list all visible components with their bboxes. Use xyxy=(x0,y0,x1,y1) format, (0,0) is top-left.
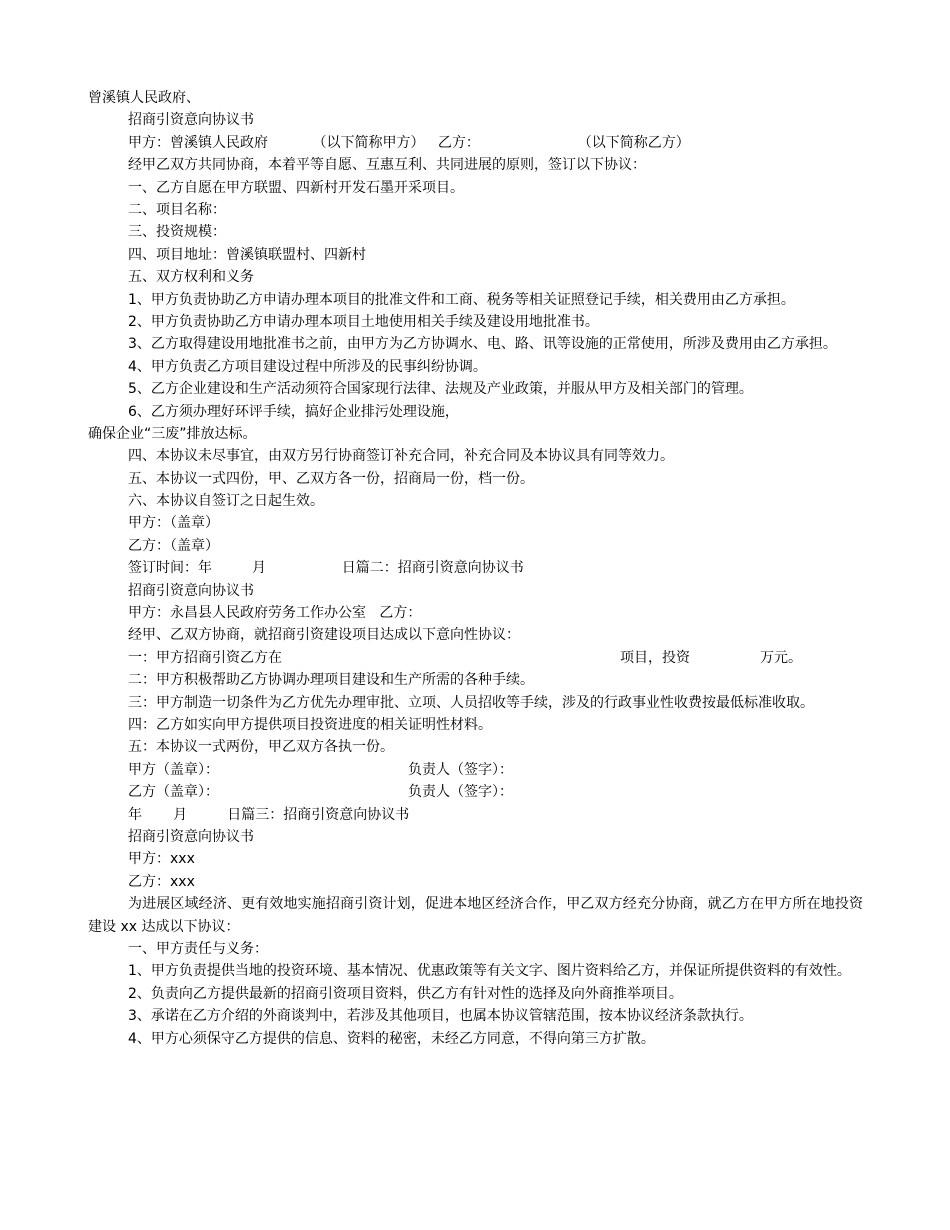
signing-date: 年 月 日篇三：招商引资意向协议书 xyxy=(128,806,410,823)
doc-title: 招商引资意向协议书 xyxy=(128,112,254,129)
doc-line: 乙方：xxx xyxy=(128,873,195,890)
investment-amount: 万元。 xyxy=(760,649,802,666)
doc-line: 4、甲方负责乙方项目建设过程中所涉及的民事纠纷协调。 xyxy=(128,358,487,375)
responsible-signature-label: 负责人（签字）： xyxy=(408,784,513,801)
doc-line: 确保企业“三废”排放达标。 xyxy=(88,425,257,442)
doc-line: 二：甲方积极帮助乙方协调办理项目建设和生产所需的各种手续。 xyxy=(128,672,534,689)
doc-line: 五、双方权利和义务 xyxy=(128,269,254,286)
doc-line: 5、乙方企业建设和生产活动须符合国家现行法律、法规及产业政策，并服从甲方及相关部门的管理。 xyxy=(128,381,753,398)
doc-line: 三、投资规模： xyxy=(128,224,226,241)
doc-line: 一、甲方责任与义务： xyxy=(128,940,268,957)
doc-line: 经甲乙双方共同协商，本着平等自愿、互惠互利、共同进展的原则，签订以下协议： xyxy=(128,157,646,174)
doc-line: 甲方：xxx xyxy=(128,851,195,868)
doc-paragraph-text: 3、乙方取得建设用地批准书之前，由甲方为乙方协调水、电、路、讯等设施的正常使用，所涉及费用由乙方承担。 xyxy=(128,336,837,353)
doc-line: 经甲、乙双方协商，就招商引资建设项目达成以下意向性协议： xyxy=(128,627,520,644)
party-a-seal: 甲方：（盖章） xyxy=(128,515,219,532)
doc-line: 2、负责向乙方提供最新的招商引资项目资料，供乙方有针对性的选择及向外商推举项目。 xyxy=(128,985,683,1002)
document-body xyxy=(88,87,863,1050)
doc-line: 四：乙方如实向甲方提供项目投资进度的相关证明性材料。 xyxy=(128,716,492,733)
doc-paragraph xyxy=(88,333,863,355)
doc-line: 二、项目名称： xyxy=(128,201,226,218)
doc-line: 四、本协议未尽事宜，由双方另行协商签订补充合同，补充合同及本协议具有同等效力。 xyxy=(128,448,674,465)
doc-line: 四、项目地址：曾溪镇联盟村、四新村 xyxy=(128,246,366,263)
doc-line: 6、乙方须办理好环评手续，搞好企业排污处理设施， xyxy=(128,403,459,420)
doc-paragraph xyxy=(88,289,863,311)
doc-line: 甲方：曾溪镇人民政府 （以下简称甲方） 乙方： （以下简称乙方） xyxy=(128,134,690,151)
doc-line: 2、甲方负责协助乙方申请办理本项目土地使用相关手续及建设用地批准书。 xyxy=(128,313,599,330)
doc-paragraph-text: 为进展区域经济、更有效地实施招商引资计划，促进本地区经济合作，甲乙双方经充分协商，就乙方在甲方所在地投资建设 xx 达成以下协议： xyxy=(88,896,863,935)
doc-line: 4、甲方心须保守乙方提供的信息、资料的秘密，未经乙方同意，不得向第三方扩散。 xyxy=(128,1030,655,1047)
doc-line: 甲方：永昌县人民政府劳务工作办公室 乙方： xyxy=(128,605,422,622)
party-a-seal-label: 甲方（盖章）： xyxy=(128,761,219,778)
doc-paragraph-text: 三：甲方制造一切条件为乙方优先办理审批、立项、人员招收等手续，涉及的行政事业性收费按最低标准收取。 xyxy=(128,694,814,711)
doc-title: 招商引资意向协议书 xyxy=(128,828,254,845)
signature-row-b xyxy=(88,781,863,803)
party-b-seal: 乙方：（盖章） xyxy=(128,537,219,554)
signing-date: 签订时间：年 月 日篇二：招商引资意向协议书 xyxy=(128,560,524,577)
doc-line: 五、本协议一式四份，甲、乙双方各一份，招商局一份，档一份。 xyxy=(128,470,534,487)
signature-row-a xyxy=(88,759,863,781)
investment-project: 项目，投资 xyxy=(620,649,690,666)
doc-title: 招商引资意向协议书 xyxy=(128,582,254,599)
investment-clause: 一：甲方招商引资乙方在 xyxy=(128,649,282,666)
doc-line-investment xyxy=(88,647,863,669)
doc-line: 一、乙方自愿在甲方联盟、四新村开发石墨开采项目。 xyxy=(128,179,464,196)
party-b-seal-label: 乙方（盖章）： xyxy=(128,784,219,801)
doc-paragraph xyxy=(88,692,863,714)
doc-line: 曾溪镇人民政府、 xyxy=(88,90,200,106)
doc-paragraph-text: 1、甲方负责协助乙方申请办理本项目的批准文件和工商、税务等相关证照登记手续，相关费用由乙方承担。 xyxy=(128,291,795,308)
doc-line: 六、本协议自签订之日起生效。 xyxy=(128,493,324,510)
doc-paragraph-text: 1、甲方负责提供当地的投资环境、基本情况、优惠政策等有关文字、图片资料给乙方，并保证所提供资料的有效性。 xyxy=(128,963,851,980)
responsible-signature-label: 负责人（签字）： xyxy=(408,761,513,778)
doc-line: 五：本协议一式两份，甲乙双方各执一份。 xyxy=(128,739,394,756)
doc-paragraph xyxy=(88,960,863,982)
doc-line: 3、承诺在乙方介绍的外商谈判中，若涉及其他项目，也属本协议管辖范围，按本协议经济条款执行。 xyxy=(128,1008,753,1025)
doc-paragraph xyxy=(88,893,863,938)
